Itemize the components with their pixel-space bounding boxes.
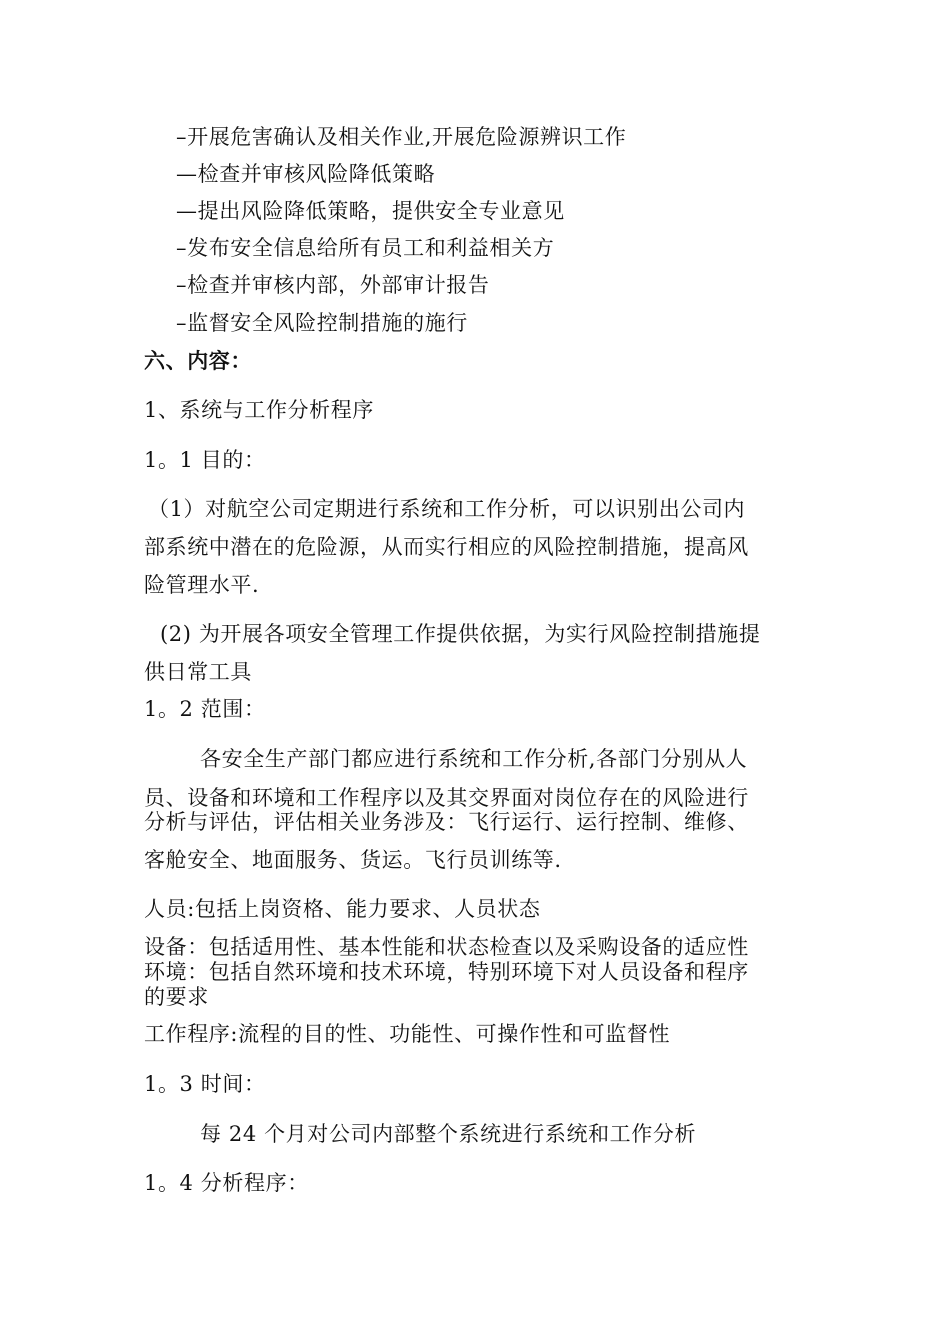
purpose-item1-line: 部系统中潜在的危险源，从而实行相应的风险控制措施，提高风 bbox=[144, 535, 749, 559]
purpose-item2-line: 供日常工具 bbox=[144, 660, 252, 684]
scope-heading: 1。2 范围： bbox=[144, 697, 266, 721]
scope-equipment: 设备：包括适用性、基本性能和状态检查以及采购设备的适应性 bbox=[144, 935, 749, 959]
scope-paragraph-line: 客舱安全、地面服务、货运。飞行员训练等. bbox=[144, 848, 562, 872]
scope-procedure: 工作程序:流程的目的性、功能性、可操作性和可监督性 bbox=[144, 1022, 671, 1046]
scope-paragraph-line: 各安全生产部门都应进行系统和工作分析,各部门分别从人 bbox=[200, 747, 748, 771]
duty-item: –发布安全信息给所有员工和利益相关方 bbox=[176, 236, 555, 260]
scope-environment-line: 环境：包括自然环境和技术环境，特别环境下对人员设备和程序 bbox=[144, 960, 749, 984]
duty-item: –监督安全风险控制措施的施行 bbox=[176, 311, 468, 335]
purpose-item1-line: （1）对航空公司定期进行系统和工作分析，可以识别出公司内 bbox=[148, 497, 746, 521]
purpose-heading: 1。1 目的： bbox=[144, 448, 266, 472]
duty-item: —检查并审核风险降低策略 bbox=[176, 162, 436, 186]
duty-item: —提出风险降低策略，提供安全专业意见 bbox=[176, 199, 565, 223]
time-heading: 1。3 时间： bbox=[144, 1072, 266, 1096]
duty-item: –开展危害确认及相关作业,开展危险源辨识工作 bbox=[176, 125, 627, 149]
section-heading: 六、内容： bbox=[144, 348, 252, 373]
scope-personnel: 人员:包括上岗资格、能力要求、人员状态 bbox=[144, 897, 541, 921]
scope-environment-line: 的要求 bbox=[144, 985, 209, 1009]
section1-title: 1、系统与工作分析程序 bbox=[144, 398, 374, 422]
purpose-item1-line: 险管理水平. bbox=[144, 573, 260, 597]
scope-paragraph-line: 分析与评估，评估相关业务涉及：飞行运行、运行控制、维修、 bbox=[144, 810, 749, 834]
time-text: 每 24 个月对公司内部整个系统进行系统和工作分析 bbox=[200, 1122, 697, 1146]
analysis-heading: 1。4 分析程序： bbox=[144, 1171, 309, 1195]
purpose-item2-line: (2) 为开展各项安全管理工作提供依据，为实行风险控制措施提 bbox=[160, 622, 761, 646]
scope-paragraph-line: 员、设备和环境和工作程序以及其交界面对岗位存在的风险进行 bbox=[144, 786, 749, 810]
duty-item: –检查并审核内部，外部审计报告 bbox=[176, 273, 490, 297]
